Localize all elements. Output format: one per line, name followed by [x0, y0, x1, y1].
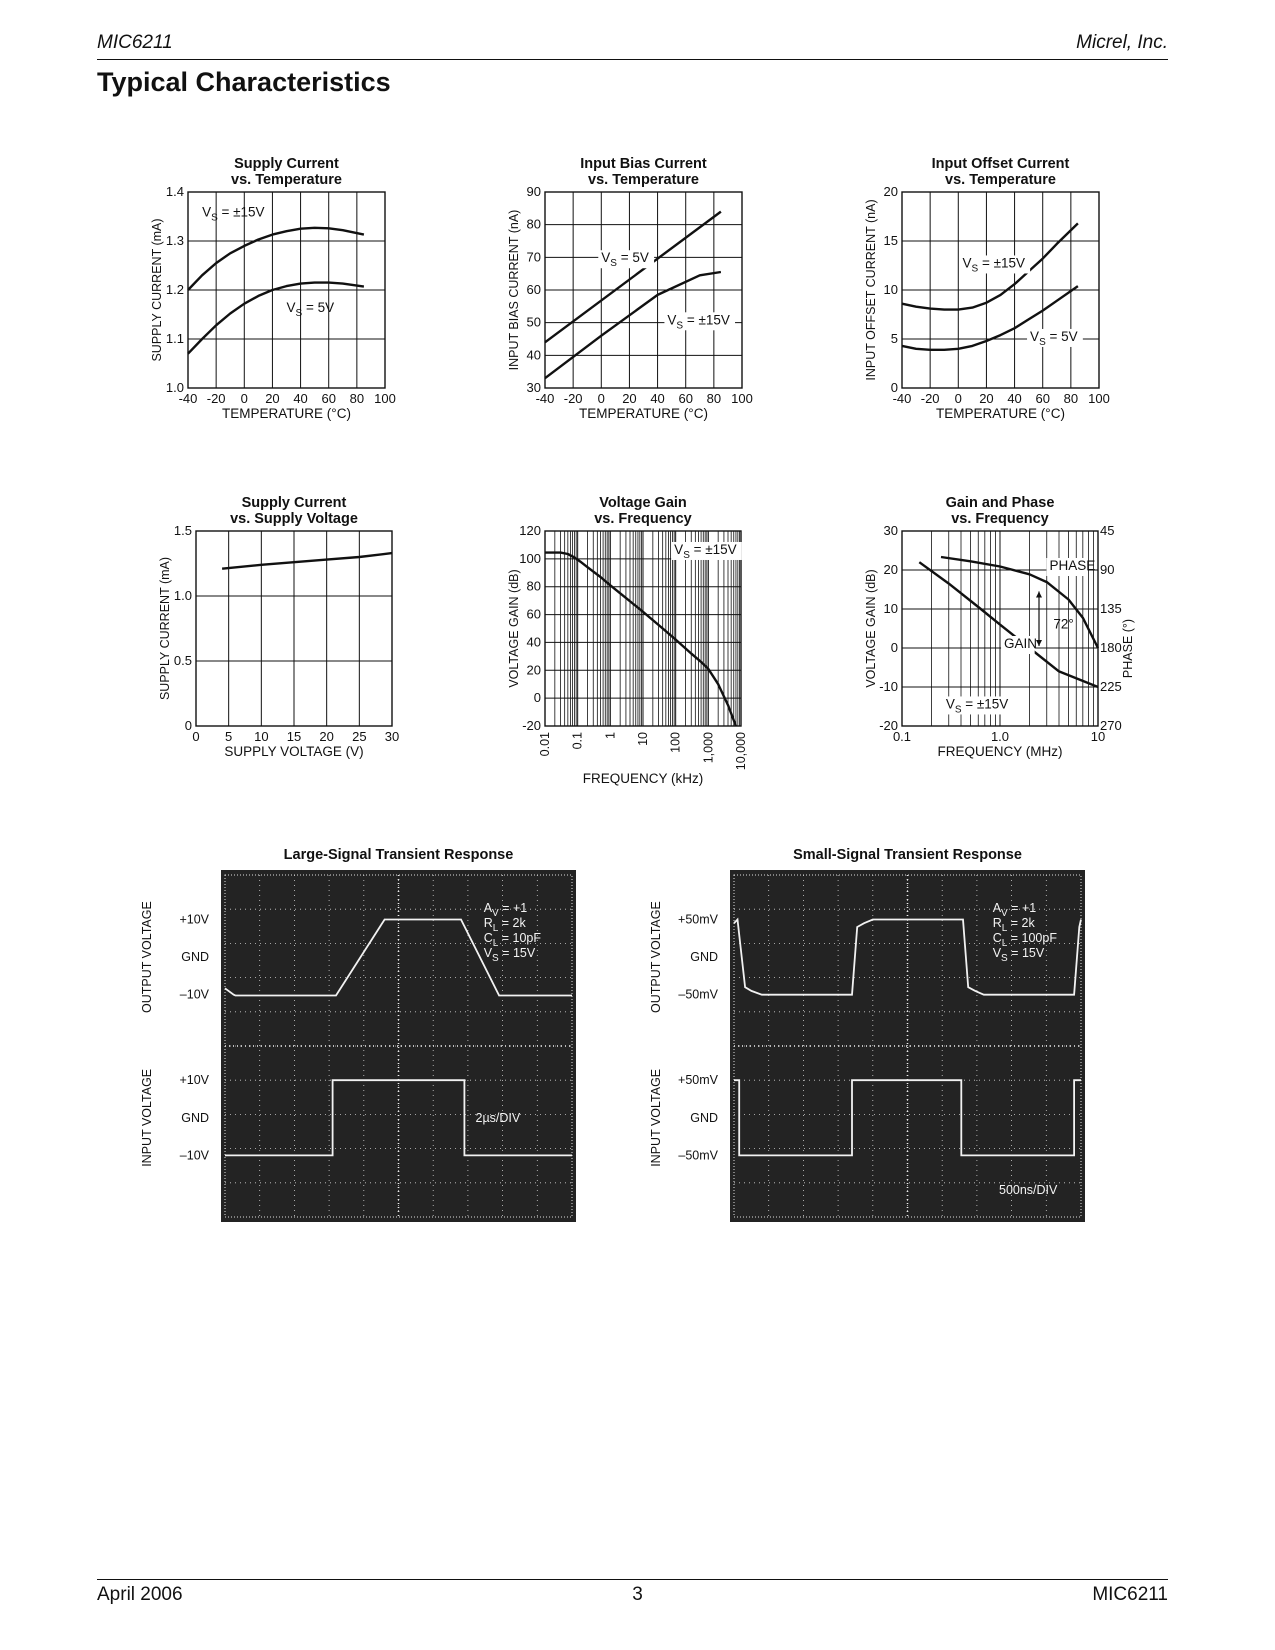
x-tick-label: -40	[178, 391, 198, 406]
annotation-main: V	[674, 541, 684, 557]
scope-7	[140, 847, 576, 1222]
x-tick-label: 100	[374, 391, 396, 406]
x-tick-label: 60	[321, 391, 336, 406]
annotation-rest: = ±15V	[217, 204, 265, 220]
y-tick-label: 0	[890, 640, 898, 655]
x-axis-label: TEMPERATURE (°C)	[936, 406, 1065, 421]
annotation-rest: = ±15V	[978, 255, 1026, 271]
x-tick-label: -40	[892, 391, 912, 406]
y2-tick-label: 90	[1100, 562, 1115, 577]
page-title: Typical Characteristics	[97, 67, 391, 97]
x-tick-label: 1	[603, 732, 618, 739]
annotation-rest: = 5V	[616, 250, 649, 266]
y-tick-label: -20	[522, 718, 541, 733]
chart-5	[507, 495, 748, 786]
y-axis-label: INPUT OFFSET CURRENT (nA)	[864, 199, 878, 381]
y-tick-label: 0.5	[173, 653, 192, 668]
y-tick-label: 10	[883, 601, 898, 616]
y-axis-label: INPUT BIAS CURRENT (nA)	[507, 209, 521, 371]
input-level-label: –50mV	[678, 1148, 718, 1163]
arrow-head-up	[1036, 591, 1042, 597]
annotation-subscript: L	[492, 923, 499, 934]
chart-6	[864, 495, 1135, 759]
chart-1	[150, 156, 396, 421]
annotation-main: 72°	[1053, 616, 1074, 632]
annotation-main: V	[962, 255, 972, 271]
annotation-main: GAIN	[1004, 636, 1038, 651]
annotation-rest: = ±15V	[689, 541, 737, 557]
y-tick-label: 80	[526, 578, 541, 594]
x-tick-label: 10	[636, 732, 650, 746]
annotation-main: V	[1030, 328, 1040, 344]
annotation-subscript: V	[492, 908, 499, 919]
y-tick-label: 1.4	[165, 184, 184, 199]
annotation-rest: = ±15V	[961, 696, 1009, 712]
input-level-label: GND	[690, 1110, 718, 1125]
x-tick-label: 60	[1035, 391, 1050, 406]
annotation-subscript: S	[492, 953, 499, 964]
x-tick-label: 80	[1063, 391, 1079, 406]
chart-title-line: Gain and Phase	[945, 495, 1055, 511]
y-axis-label: VOLTAGE GAIN (dB)	[864, 569, 878, 688]
chart-title-line: vs. Temperature	[588, 172, 699, 188]
annotation-main: C	[992, 931, 1002, 945]
input-voltage-axis-label: INPUT VOLTAGE	[140, 1068, 154, 1167]
x-tick-label: -20	[920, 391, 940, 406]
footer-part-number: MIC6211	[1092, 1584, 1168, 1605]
y-tick-label: 20	[883, 562, 898, 577]
y-tick-label: 90	[526, 184, 541, 199]
annotation-rest: = +1	[1007, 901, 1037, 915]
annotation-main: V	[667, 312, 677, 328]
chart-3	[864, 156, 1110, 421]
y-tick-label: 1.3	[165, 233, 184, 248]
annotation-main: A	[992, 901, 1002, 915]
output-voltage-axis-label: OUTPUT VOLTAGE	[140, 901, 154, 1013]
x-tick-label: -20	[563, 391, 583, 406]
annotation-subscript: L	[1001, 923, 1008, 934]
header-part-number: MIC6211	[97, 32, 173, 53]
annotation-rest: = 2k	[498, 916, 526, 930]
output-level-label: +10V	[179, 912, 209, 927]
annotation-main: A	[483, 901, 493, 915]
footer-date: April 2006	[97, 1584, 183, 1605]
y-tick-label: 10	[883, 282, 898, 297]
x-axis-label: SUPPLY VOLTAGE (V)	[224, 744, 364, 759]
x-tick-label: 25	[352, 729, 367, 744]
output-level-label: GND	[690, 950, 718, 965]
annotation-rest: = +1	[498, 901, 528, 915]
x-tick-label: 0	[954, 391, 962, 406]
chart-title-line: Supply Current	[241, 495, 347, 511]
y2-axis-label: PHASE (°)	[1121, 618, 1135, 679]
x-tick-label: 40	[293, 391, 308, 406]
annotation-main: V	[601, 250, 611, 266]
series-line	[222, 553, 392, 569]
chart-title-line: vs. Temperature	[231, 172, 342, 188]
output-level-label: –10V	[179, 987, 209, 1002]
series-line	[188, 283, 364, 354]
x-axis-label: FREQUENCY (kHz)	[582, 771, 704, 786]
series-line	[188, 228, 364, 290]
annotation-subscript: S	[610, 258, 617, 270]
output-level-label: GND	[181, 950, 209, 965]
chart-title-line: Input Offset Current	[931, 156, 1070, 172]
x-tick-label: -40	[535, 391, 555, 406]
y-tick-label: 0	[184, 718, 192, 733]
y-tick-label: 40	[526, 634, 541, 650]
y2-tick-label: 45	[1100, 523, 1115, 538]
annotation-main: V	[202, 204, 212, 220]
y-tick-label: -20	[879, 718, 898, 733]
x-tick-label: 10	[1090, 729, 1106, 744]
input-level-label: +10V	[179, 1073, 209, 1088]
y-tick-label: 1.0	[165, 380, 184, 395]
annotation-main: V	[483, 946, 493, 960]
y2-tick-label: 270	[1100, 718, 1122, 733]
annotation-rest: = 100pF	[1007, 931, 1057, 945]
annotation-rest: = 15V	[1007, 946, 1045, 960]
chart-4	[158, 495, 399, 759]
y-tick-label: 60	[526, 606, 541, 622]
header-company: Micrel, Inc.	[1076, 32, 1168, 53]
chart-title-line: Voltage Gain	[599, 495, 687, 511]
y-tick-label: 60	[526, 282, 541, 297]
annotation-main: C	[483, 931, 493, 945]
x-tick-label: 100	[1088, 391, 1110, 406]
chart-title-line: vs. Supply Voltage	[230, 511, 358, 527]
y-tick-label: 1.1	[165, 331, 184, 346]
y-tick-label: 20	[883, 184, 898, 199]
annotation-subscript: S	[211, 212, 218, 224]
x-axis-label: FREQUENCY (MHz)	[937, 744, 1063, 759]
annotation	[202, 205, 265, 224]
y-tick-label: 100	[519, 550, 541, 566]
x-tick-label: 0.1	[892, 729, 912, 744]
annotation-rest: = 15V	[498, 946, 536, 960]
x-axis-label: TEMPERATURE (°C)	[222, 406, 351, 421]
scope-8	[649, 847, 1085, 1222]
x-tick-label: 60	[678, 391, 693, 406]
y-tick-label: 120	[519, 523, 541, 538]
chart-title-line: Input Bias Current	[580, 156, 707, 172]
annotation-subscript: S	[683, 549, 690, 561]
annotation-rest: = 10pF	[498, 931, 542, 945]
timebase-label: 500ns/DIV	[999, 1183, 1058, 1197]
annotation-rest: = 5V	[302, 300, 335, 316]
annotation-subscript: S	[1039, 336, 1046, 348]
y2-tick-label: 225	[1100, 679, 1122, 694]
x-tick-label: 10,000	[734, 732, 748, 771]
annotation-main: V	[286, 300, 296, 316]
x-tick-label: 0	[240, 391, 248, 406]
x-tick-label: 15	[286, 729, 302, 744]
annotation-subscript: S	[971, 263, 979, 275]
annotation	[1053, 617, 1073, 632]
x-tick-label: 20	[979, 391, 994, 406]
annotation-main: V	[945, 696, 955, 712]
x-tick-label: 40	[650, 391, 665, 406]
scope-title: Small-Signal Transient Response	[793, 847, 1022, 863]
x-tick-label: 5	[225, 729, 233, 744]
annotation-subscript: S	[1001, 953, 1008, 964]
output-level-label: –50mV	[678, 987, 718, 1002]
x-tick-label: -20	[206, 391, 226, 406]
annotation-main: PHASE	[1049, 558, 1096, 573]
y-tick-label: -10	[879, 679, 898, 694]
x-axis-label: TEMPERATURE (°C)	[579, 406, 708, 421]
chart-title-line: vs. Frequency	[951, 511, 1049, 527]
x-tick-label: 80	[349, 391, 365, 406]
x-tick-label: 1,000	[701, 732, 716, 764]
x-tick-label: 0	[192, 729, 200, 744]
y-tick-label: 1.2	[165, 282, 184, 297]
y-tick-label: 20	[526, 662, 541, 678]
y2-tick-label: 135	[1100, 601, 1122, 616]
x-tick-label: 40	[1007, 391, 1022, 406]
annotation-rest: = 5V	[1045, 328, 1078, 344]
scope-title: Large-Signal Transient Response	[283, 847, 514, 863]
annotation-main: V	[992, 946, 1002, 960]
chart-title-line: vs. Frequency	[594, 511, 692, 527]
x-tick-label: 80	[706, 391, 722, 406]
input-level-label: +50mV	[678, 1073, 718, 1088]
annotation-subscript: V	[1001, 908, 1008, 919]
x-tick-label: 30	[384, 729, 400, 744]
y-axis-label: SUPPLY CURRENT (mA)	[150, 218, 164, 362]
chart-title-line: vs. Temperature	[945, 172, 1056, 188]
y-tick-label: 40	[526, 347, 541, 363]
series-line	[545, 553, 736, 726]
x-tick-label: 0	[597, 391, 605, 406]
annotation-subscript: L	[492, 938, 499, 949]
y2-tick-label: 180	[1100, 640, 1122, 655]
x-tick-label: 100	[668, 732, 683, 753]
y-tick-label: 30	[883, 523, 898, 538]
annotation-rest: = ±15V	[683, 312, 730, 328]
annotation	[287, 300, 335, 319]
annotation	[1004, 636, 1037, 651]
y-tick-label: 5	[890, 331, 898, 346]
y-tick-label: 15	[883, 233, 898, 248]
x-tick-label: 0.01	[538, 732, 552, 757]
input-level-label: GND	[181, 1110, 209, 1125]
annotation-main: R	[483, 916, 493, 930]
x-tick-label: 20	[265, 391, 280, 406]
annotation-subscript: S	[676, 320, 684, 332]
output-level-label: +50mV	[678, 912, 718, 927]
x-tick-label: 10	[254, 729, 269, 744]
y-tick-label: 80	[526, 216, 541, 232]
y-tick-label: 0	[533, 690, 541, 706]
output-voltage-axis-label: OUTPUT VOLTAGE	[649, 901, 663, 1013]
annotation-subscript: L	[1001, 938, 1008, 949]
annotation	[1050, 558, 1096, 573]
x-tick-label: 20	[319, 729, 334, 744]
timebase-label: 2µs/DIV	[475, 1110, 521, 1125]
x-tick-label: 20	[622, 391, 637, 406]
y-axis-label: VOLTAGE GAIN (dB)	[507, 569, 521, 688]
input-level-label: –10V	[179, 1148, 209, 1163]
chart-2	[507, 156, 753, 421]
y-tick-label: 30	[526, 380, 541, 395]
x-tick-label: 100	[731, 391, 753, 406]
footer-page-number: 3	[632, 1584, 643, 1605]
annotation-main: R	[992, 916, 1002, 930]
y-tick-label: 1.0	[173, 588, 192, 603]
x-tick-label: 1.0	[990, 729, 1010, 744]
footer-rule	[97, 1579, 1168, 1580]
annotation-subscript: S	[295, 308, 303, 320]
y-tick-label: 50	[526, 314, 541, 330]
y-tick-label: 70	[526, 249, 541, 265]
annotation-subscript: S	[954, 704, 962, 716]
x-tick-label: 0.1	[570, 732, 585, 750]
y-tick-label: 0	[890, 380, 898, 395]
y-axis-label: SUPPLY CURRENT (mA)	[158, 556, 172, 701]
input-voltage-axis-label: INPUT VOLTAGE	[649, 1068, 663, 1167]
annotation-rest: = 2k	[1007, 916, 1035, 930]
y-tick-label: 1.5	[173, 523, 192, 538]
chart-title-line: Supply Current	[234, 156, 339, 172]
